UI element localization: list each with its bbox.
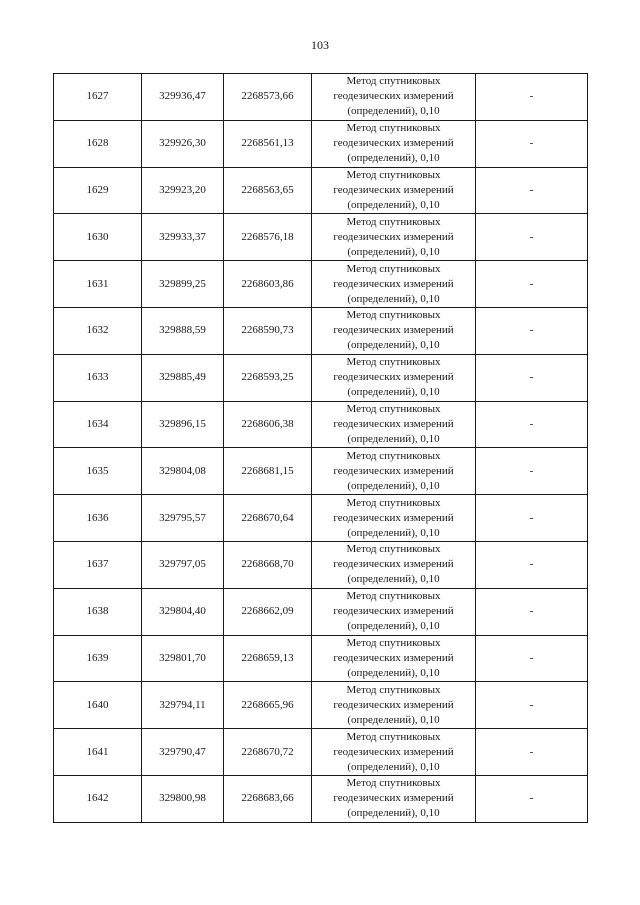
- y-coordinate-cell: 2268665,96: [224, 682, 312, 729]
- y-coordinate-cell: 2268659,13: [224, 635, 312, 682]
- method-line: (определений), 0,10: [347, 339, 440, 352]
- method-line: (определений), 0,10: [347, 573, 440, 586]
- method-line: Метод спутниковых: [346, 730, 441, 743]
- method-line: Метод спутниковых: [346, 683, 441, 696]
- y-coordinate-cell: 2268590,73: [224, 307, 312, 354]
- method-line: геодезических измерений: [333, 698, 454, 711]
- table-row: [54, 635, 588, 682]
- method-line: геодезических измерений: [333, 651, 454, 664]
- table-row: [54, 74, 588, 121]
- method-line: Метод спутниковых: [346, 309, 441, 322]
- description-cell: -: [476, 448, 588, 495]
- point-number-cell: 1642: [54, 775, 142, 822]
- table-row: [54, 401, 588, 448]
- description-cell: -: [476, 588, 588, 635]
- method-line: Метод спутниковых: [346, 122, 441, 135]
- x-coordinate-cell: 329926,30: [142, 120, 224, 167]
- x-coordinate-cell: 329797,05: [142, 541, 224, 588]
- method-line: Метод спутниковых: [346, 262, 441, 275]
- method-line: Метод спутниковых: [346, 636, 441, 649]
- method-cell: [312, 588, 476, 635]
- table-row: [54, 775, 588, 822]
- table-row: [54, 682, 588, 729]
- table-row: [54, 167, 588, 214]
- y-coordinate-cell: 2268681,15: [224, 448, 312, 495]
- x-coordinate-cell: 329923,20: [142, 167, 224, 214]
- table-row: [54, 495, 588, 542]
- y-coordinate-cell: 2268662,09: [224, 588, 312, 635]
- point-number-cell: 1631: [54, 261, 142, 308]
- method-line: (определений), 0,10: [347, 479, 440, 492]
- method-cell: [312, 354, 476, 401]
- method-line: Метод спутниковых: [346, 449, 441, 462]
- method-line: Метод спутниковых: [346, 215, 441, 228]
- description-cell: -: [476, 74, 588, 121]
- method-line: (определений), 0,10: [347, 152, 440, 165]
- description-cell: -: [476, 120, 588, 167]
- method-line: геодезических измерений: [333, 558, 454, 571]
- description-cell: -: [476, 261, 588, 308]
- method-cell: [312, 541, 476, 588]
- method-line: геодезических измерений: [333, 230, 454, 243]
- table-row: [54, 448, 588, 495]
- method-line: (определений), 0,10: [347, 198, 440, 211]
- method-line: Метод спутниковых: [346, 402, 441, 415]
- method-line: (определений), 0,10: [347, 760, 440, 773]
- x-coordinate-cell: 329899,25: [142, 261, 224, 308]
- method-line: (определений), 0,10: [347, 105, 440, 118]
- method-line: геодезических измерений: [333, 792, 454, 805]
- point-number-cell: 1640: [54, 682, 142, 729]
- method-line: геодезических измерений: [333, 137, 454, 150]
- method-line: геодезических измерений: [333, 417, 454, 430]
- description-cell: -: [476, 541, 588, 588]
- point-number-cell: 1634: [54, 401, 142, 448]
- y-coordinate-cell: 2268668,70: [224, 541, 312, 588]
- method-cell: [312, 307, 476, 354]
- description-cell: -: [476, 401, 588, 448]
- description-cell: -: [476, 307, 588, 354]
- method-cell: [312, 635, 476, 682]
- method-line: (определений), 0,10: [347, 620, 440, 633]
- y-coordinate-cell: 2268603,86: [224, 261, 312, 308]
- table-row: [54, 120, 588, 167]
- method-cell: [312, 401, 476, 448]
- method-line: (определений), 0,10: [347, 807, 440, 820]
- method-line: геодезических измерений: [333, 605, 454, 618]
- method-cell: [312, 775, 476, 822]
- description-cell: -: [476, 167, 588, 214]
- method-line: (определений), 0,10: [347, 245, 440, 258]
- x-coordinate-cell: 329795,57: [142, 495, 224, 542]
- y-coordinate-cell: 2268561,13: [224, 120, 312, 167]
- method-line: Метод спутниковых: [346, 168, 441, 181]
- coordinates-table-body: [54, 74, 588, 823]
- x-coordinate-cell: 329804,08: [142, 448, 224, 495]
- y-coordinate-cell: 2268563,65: [224, 167, 312, 214]
- method-line: Метод спутниковых: [346, 590, 441, 603]
- point-number-cell: 1639: [54, 635, 142, 682]
- method-cell: [312, 74, 476, 121]
- point-number-cell: 1636: [54, 495, 142, 542]
- x-coordinate-cell: 329896,15: [142, 401, 224, 448]
- method-line: геодезических измерений: [333, 324, 454, 337]
- method-line: (определений), 0,10: [347, 432, 440, 445]
- description-cell: -: [476, 635, 588, 682]
- description-cell: -: [476, 775, 588, 822]
- point-number-cell: 1627: [54, 74, 142, 121]
- method-cell: [312, 495, 476, 542]
- method-cell: [312, 120, 476, 167]
- method-cell: [312, 167, 476, 214]
- method-cell: [312, 448, 476, 495]
- method-line: Метод спутниковых: [346, 543, 441, 556]
- method-line: Метод спутниковых: [346, 356, 441, 369]
- method-line: (определений), 0,10: [347, 292, 440, 305]
- table-row: [54, 729, 588, 776]
- point-number-cell: 1633: [54, 354, 142, 401]
- coordinates-table: [53, 73, 588, 823]
- x-coordinate-cell: 329888,59: [142, 307, 224, 354]
- description-cell: -: [476, 495, 588, 542]
- method-cell: [312, 214, 476, 261]
- method-line: Метод спутниковых: [346, 777, 441, 790]
- method-line: геодезических измерений: [333, 464, 454, 477]
- x-coordinate-cell: 329804,40: [142, 588, 224, 635]
- description-cell: -: [476, 354, 588, 401]
- description-cell: -: [476, 214, 588, 261]
- y-coordinate-cell: 2268683,66: [224, 775, 312, 822]
- table-row: [54, 307, 588, 354]
- x-coordinate-cell: 329933,37: [142, 214, 224, 261]
- table-row: [54, 354, 588, 401]
- method-line: (определений), 0,10: [347, 666, 440, 679]
- method-line: геодезических измерений: [333, 745, 454, 758]
- method-line: (определений), 0,10: [347, 713, 440, 726]
- description-cell: -: [476, 729, 588, 776]
- point-number-cell: 1641: [54, 729, 142, 776]
- x-coordinate-cell: 329794,11: [142, 682, 224, 729]
- point-number-cell: 1635: [54, 448, 142, 495]
- method-line: (определений), 0,10: [347, 526, 440, 539]
- y-coordinate-cell: 2268573,66: [224, 74, 312, 121]
- y-coordinate-cell: 2268606,38: [224, 401, 312, 448]
- table-row: [54, 214, 588, 261]
- point-number-cell: 1632: [54, 307, 142, 354]
- method-line: Метод спутниковых: [346, 75, 441, 88]
- table-row: [54, 541, 588, 588]
- y-coordinate-cell: 2268670,64: [224, 495, 312, 542]
- y-coordinate-cell: 2268576,18: [224, 214, 312, 261]
- method-cell: [312, 682, 476, 729]
- method-line: геодезических измерений: [333, 371, 454, 384]
- method-line: геодезических измерений: [333, 277, 454, 290]
- y-coordinate-cell: 2268593,25: [224, 354, 312, 401]
- table-row: [54, 261, 588, 308]
- point-number-cell: 1630: [54, 214, 142, 261]
- description-cell: -: [476, 682, 588, 729]
- x-coordinate-cell: 329790,47: [142, 729, 224, 776]
- method-cell: [312, 261, 476, 308]
- x-coordinate-cell: 329800,98: [142, 775, 224, 822]
- point-number-cell: 1638: [54, 588, 142, 635]
- y-coordinate-cell: 2268670,72: [224, 729, 312, 776]
- page-number: 103: [311, 38, 329, 52]
- point-number-cell: 1628: [54, 120, 142, 167]
- method-cell: [312, 729, 476, 776]
- point-number-cell: 1637: [54, 541, 142, 588]
- method-line: Метод спутниковых: [346, 496, 441, 509]
- x-coordinate-cell: 329801,70: [142, 635, 224, 682]
- x-coordinate-cell: 329885,49: [142, 354, 224, 401]
- method-line: геодезических измерений: [333, 90, 454, 103]
- table-row: [54, 588, 588, 635]
- method-line: геодезических измерений: [333, 183, 454, 196]
- method-line: геодезических измерений: [333, 511, 454, 524]
- method-line: (определений), 0,10: [347, 386, 440, 399]
- x-coordinate-cell: 329936,47: [142, 74, 224, 121]
- point-number-cell: 1629: [54, 167, 142, 214]
